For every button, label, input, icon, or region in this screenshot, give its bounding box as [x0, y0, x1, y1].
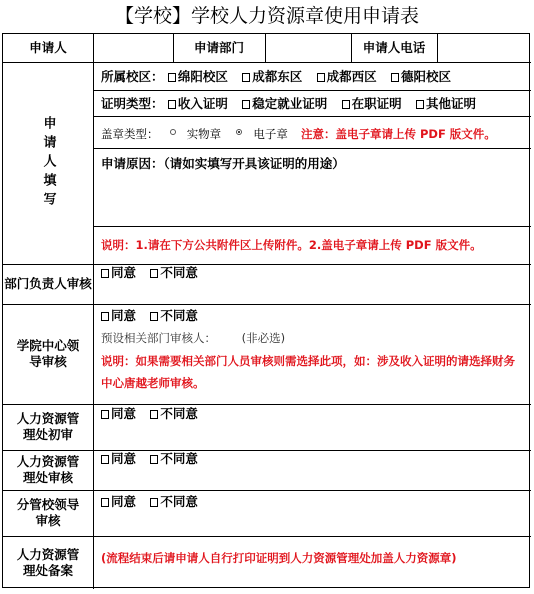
- dept-head-label: 部门负责人审核: [4, 276, 92, 291]
- seal-option-physical[interactable]: 实物章: [186, 127, 222, 141]
- cert-option-other[interactable]: 其他证明: [416, 91, 476, 116]
- cert-option-employment[interactable]: 稳定就业证明: [242, 91, 327, 116]
- agree-option[interactable]: 同意: [101, 451, 136, 467]
- campus-row: [101, 64, 451, 90]
- disagree-option[interactable]: 不同意: [150, 308, 198, 324]
- checkbox-icon[interactable]: [391, 73, 399, 82]
- label-column-divider: [93, 536, 94, 589]
- cert-type-row: [101, 91, 476, 116]
- row-divider: [93, 148, 531, 149]
- hr-initial-label: 人力资源管理处初审: [16, 411, 80, 442]
- checkbox-icon[interactable]: [168, 100, 176, 109]
- vp-label: 分管校领导审核: [16, 497, 80, 528]
- seal-note: 注意：盖电子章请上传 PDF 版文件。: [300, 127, 496, 141]
- checkbox-icon[interactable]: [101, 410, 109, 419]
- hr-review-options: [101, 451, 208, 467]
- disagree-option[interactable]: 不同意: [150, 406, 198, 422]
- checkbox-icon[interactable]: [101, 269, 109, 278]
- checkbox-icon[interactable]: [150, 269, 158, 278]
- radio-physical-icon[interactable]: [170, 129, 176, 135]
- checkbox-icon[interactable]: [150, 410, 158, 419]
- checkbox-icon[interactable]: [242, 100, 250, 109]
- checkbox-icon[interactable]: [150, 455, 158, 464]
- agree-option[interactable]: 同意: [101, 308, 136, 324]
- applicant-section-label: 申请人填写: [40, 115, 56, 211]
- disagree-option[interactable]: 不同意: [150, 264, 198, 282]
- cert-type-label: 证明类型：: [101, 96, 164, 111]
- campus-option-deyang[interactable]: 德阳校区: [391, 64, 451, 90]
- radio-electronic-icon[interactable]: [236, 129, 242, 135]
- optional-hint: (非必选): [241, 331, 286, 345]
- label-column-divider: [93, 34, 94, 554]
- dept-field[interactable]: [265, 34, 351, 62]
- applicant-section-label-cell: [3, 62, 93, 264]
- dept-head-options: [101, 264, 208, 282]
- preset-reviewer-row: [101, 330, 285, 346]
- disagree-option[interactable]: 不同意: [150, 451, 198, 467]
- checkbox-icon[interactable]: [342, 100, 350, 109]
- vp-options: [101, 494, 208, 510]
- checkbox-icon[interactable]: [101, 498, 109, 507]
- cert-option-income[interactable]: 收入证明: [168, 91, 228, 116]
- checkbox-icon[interactable]: [150, 498, 158, 507]
- seal-type-label: 盖章类型：: [101, 127, 159, 141]
- hr-initial-options: [101, 406, 208, 422]
- college-note: 说明：如果需要相关部门人员审核则需选择此项，如：涉及收入证明的请选择财务中心唐越老师审核。: [101, 354, 515, 390]
- college-label: 学院中心领导审核: [16, 338, 80, 369]
- hr-review-label: 人力资源管理处审核: [16, 454, 80, 485]
- campus-option-chengdu-west[interactable]: 成都西区: [317, 64, 377, 90]
- disagree-option[interactable]: 不同意: [150, 494, 198, 510]
- agree-option[interactable]: 同意: [101, 406, 136, 422]
- campus-option-mianyang[interactable]: 绵阳校区: [168, 64, 228, 90]
- checkbox-icon[interactable]: [101, 455, 109, 464]
- phone-field[interactable]: [437, 34, 531, 62]
- seal-type-row: [101, 117, 496, 148]
- applicant-field[interactable]: [93, 34, 173, 62]
- campus-label: 所属校区：: [101, 69, 164, 84]
- application-form-table: [2, 33, 530, 588]
- applicant-label: 申请人: [29, 40, 67, 55]
- checkbox-icon[interactable]: [150, 312, 158, 321]
- cert-option-onjob[interactable]: 在职证明: [342, 91, 402, 116]
- seal-option-electronic[interactable]: 电子章: [253, 127, 288, 141]
- college-options: [101, 308, 208, 324]
- preset-reviewer-label: 预设相关部门审核人：: [101, 331, 216, 345]
- campus-option-chengdu-east[interactable]: 成都东区: [242, 64, 302, 90]
- checkbox-icon[interactable]: [242, 73, 250, 82]
- reason-label: 申请原因：（请如实填写开具该证明的用途）: [101, 156, 345, 171]
- checkbox-icon[interactable]: [168, 73, 176, 82]
- reason-field[interactable]: [93, 174, 531, 226]
- checkbox-icon[interactable]: [101, 312, 109, 321]
- upload-note: 说明：1.请在下方公共附件区上传附件。2.盖电子章请上传 PDF 版文件。: [101, 238, 482, 252]
- dept-label: 申请部门: [193, 40, 244, 55]
- form-title: 【学校】学校人力资源章使用申请表: [114, 5, 419, 27]
- phone-label: 申请人电话: [362, 40, 426, 55]
- hr-record-label: 人力资源管理处备案: [16, 546, 80, 578]
- agree-option[interactable]: 同意: [101, 494, 136, 510]
- agree-option[interactable]: 同意: [101, 264, 136, 282]
- checkbox-icon[interactable]: [317, 73, 325, 82]
- checkbox-icon[interactable]: [416, 100, 424, 109]
- record-note: (流程结束后请申请人自行打印证明到人力资源管理处加盖人力资源章): [101, 551, 457, 565]
